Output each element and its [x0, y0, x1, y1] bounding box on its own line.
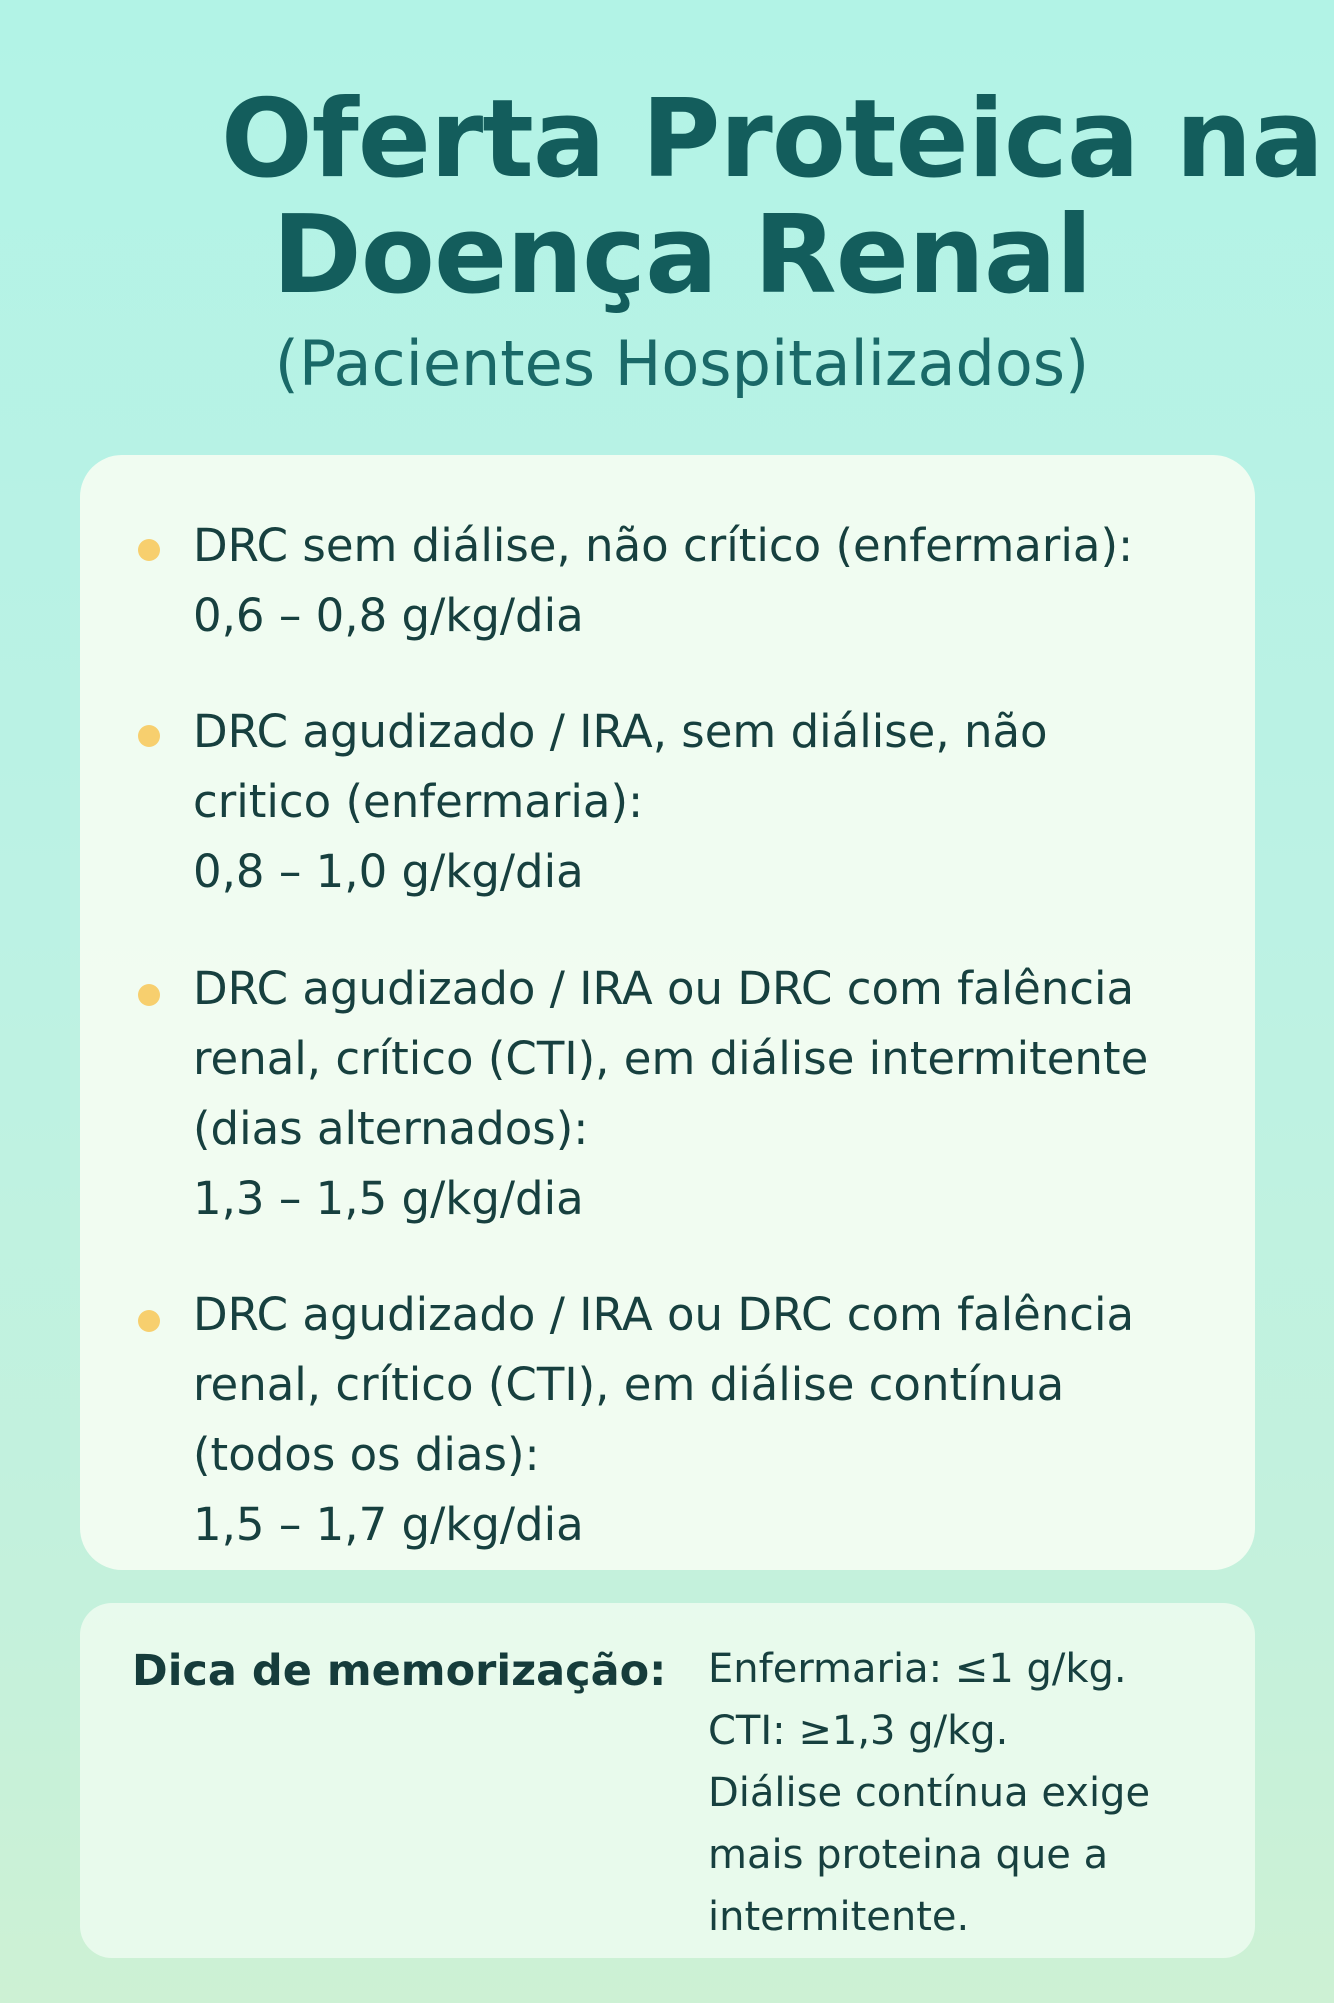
- list-item-text: [193, 697, 1233, 907]
- protein-recommendations-card: [80, 455, 1255, 1570]
- list-item-label: DRC sem diálise, não crítico (enfermaria):: [193, 519, 1134, 572]
- list-item-text: [193, 954, 1233, 1234]
- list-item-value: 1,3 – 1,5 g/kg/dia: [193, 1172, 584, 1225]
- list-item-text: [193, 1280, 1233, 1560]
- title-line-1: Oferta Proteica na: [220, 77, 1324, 202]
- bullet-dot-icon: [138, 539, 160, 561]
- list-item-label: DRC agudizado / IRA, sem diálise, não critico (enfermaria):: [193, 705, 1048, 828]
- page-subtitle: (Pacientes Hospitalizados): [274, 327, 1090, 400]
- bullet-dot-icon: [138, 725, 160, 747]
- tip-line: CTI: ≥1,3 g/kg.: [708, 1708, 1009, 1754]
- title-line-2: Doença Renal: [272, 193, 1092, 318]
- list-item-text: [193, 511, 1233, 651]
- list-item-value: 1,5 – 1,7 g/kg/dia: [193, 1498, 584, 1551]
- list-item-label: DRC agudizado / IRA ou DRC com falência renal, crítico (CTI), em diálise contínua (todos os dias):: [193, 1288, 1135, 1481]
- tip-line: mais proteina que a: [708, 1832, 1109, 1878]
- page-title: [0, 77, 1334, 318]
- tip-label: Dica de memorização:: [132, 1646, 667, 1696]
- bullet-dot-icon: [138, 1310, 160, 1332]
- tip-line: Enfermaria: ≤1 g/kg.: [708, 1646, 1127, 1692]
- tip-content: [708, 1638, 1228, 1948]
- list-item-label: DRC agudizado / IRA ou DRC com falência renal, crítico (CTI), em diálise intermitente (dias alternados):: [193, 962, 1149, 1155]
- bullet-dot-icon: [138, 984, 160, 1006]
- tip-line: intermitente.: [708, 1894, 970, 1940]
- memorization-tip-card: [80, 1603, 1255, 1958]
- list-item-value: 0,6 – 0,8 g/kg/dia: [193, 589, 584, 642]
- list-item-value: 0,8 – 1,0 g/kg/dia: [193, 845, 584, 898]
- tip-line: Diálise contínua exige: [708, 1770, 1151, 1816]
